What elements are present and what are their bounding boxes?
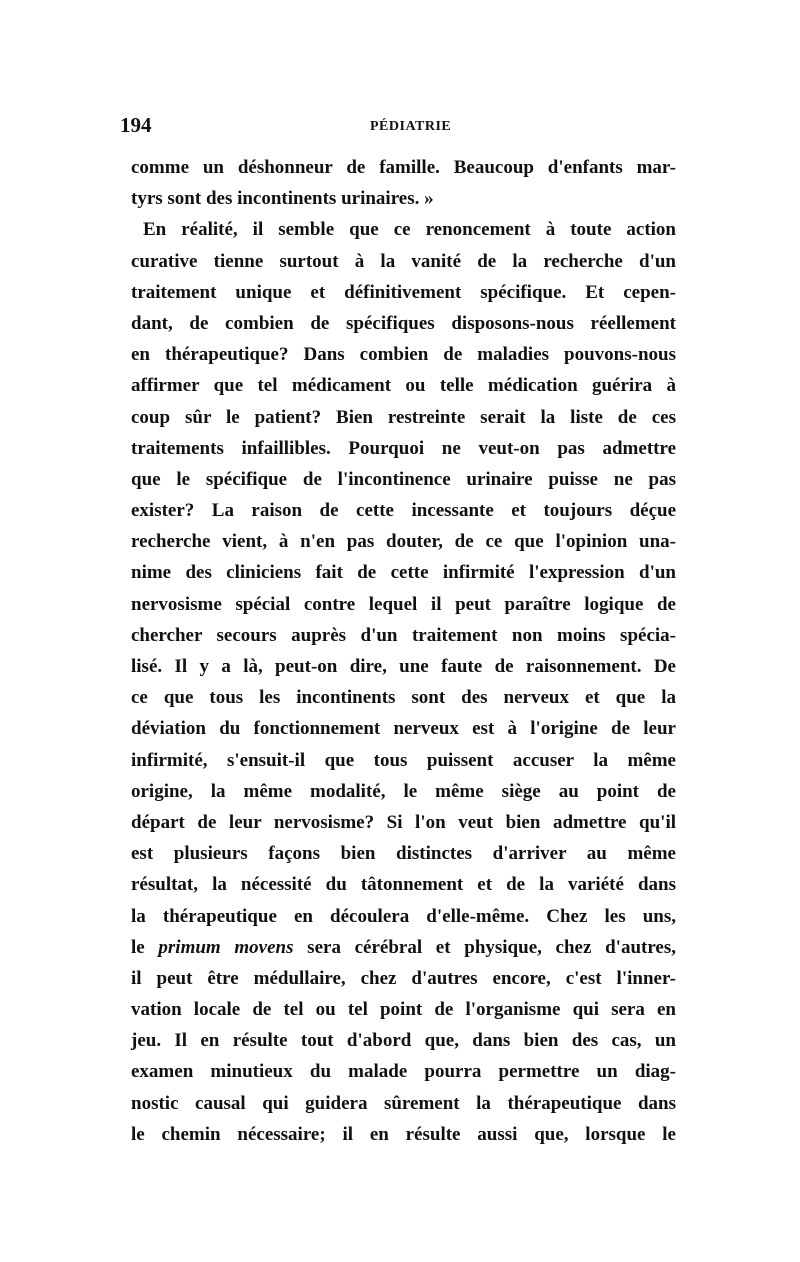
text-line: que le spécifique de l'incontinence urinaire puisse ne pas [131, 468, 676, 490]
text-line: infirmité, s'ensuit-il que tous puissent accuser la même [131, 749, 676, 771]
text-segment: le [131, 936, 159, 958]
text-line: examen minutieux du malade pourra permettre un diag- [131, 1061, 676, 1083]
body-text [131, 152, 676, 1150]
text-line: ce que tous les incontinents sont des nerveux et que la [131, 687, 676, 709]
text-line: jeu. Il en résulte tout d'abord que, dans bien des cas, un [131, 1030, 676, 1052]
text-line: en thérapeutique? Dans combien de maladies pouvons-nous [131, 344, 676, 366]
italic-phrase: primum movens [158, 936, 294, 958]
text-line: coup sûr le patient? Bien restreinte serait la liste de ces [131, 406, 676, 428]
text-line: vation locale de tel ou tel point de l'organisme qui sera en [131, 999, 676, 1021]
text-line: nime des cliniciens fait de cette infirmité l'expression d'un [131, 562, 676, 584]
text-line-with-italic [131, 932, 676, 963]
text-line: chercher secours auprès d'un traitement non moins spécia- [131, 624, 676, 646]
text-line: comme un déshonneur de famille. Beaucoup d'enfants mar- [131, 157, 676, 178]
text-line: lisé. Il y a là, peut-on dire, une faute de raisonnement. De [131, 656, 676, 677]
text-line: recherche vient, à n'en pas douter, de ce que l'opinion una- [131, 531, 676, 553]
running-title: PÉDIATRIE [370, 119, 452, 134]
text-line: il peut être médullaire, chez d'autres encore, c'est l'inner- [131, 967, 676, 989]
text-line: exister? La raison de cette incessante et toujours déçue [131, 500, 676, 522]
text-line: le chemin nécessaire; il en résulte aussi que, lorsque le [131, 1123, 676, 1145]
page-header [120, 111, 680, 143]
text-line: affirmer que tel médicament ou telle médication guérira à [131, 375, 676, 397]
text-segment: sera cérébral et physique, chez d'autres, [293, 936, 677, 958]
text-line: déviation du fonctionnement nerveux est à l'origine de leur [131, 718, 676, 740]
text-line: la thérapeutique en découlera d'elle-même. Chez les uns, [131, 905, 676, 927]
text-line: résultat, la nécessité du tâtonnement et de la variété dans [131, 874, 676, 896]
text-line: curative tienne surtout à la vanité de la recherche d'un [131, 250, 676, 272]
text-line: traitement unique et définitivement spécifique. Et cepen- [131, 281, 676, 303]
text-line: nostic causal qui guidera sûrement la thérapeutique dans [131, 1092, 676, 1114]
text-line: traitements infaillibles. Pourquoi ne veut-on pas admettre [131, 437, 676, 459]
text-line: dant, de combien de spécifiques disposons-nous réellement [131, 312, 676, 334]
page-number: 194 [120, 113, 152, 137]
text-line: est plusieurs façons bien distinctes d'arriver au même [131, 843, 676, 865]
text-line: origine, la même modalité, le même siège au point de [131, 780, 676, 802]
text-line: En réalité, il semble que ce renoncement à toute action [143, 219, 676, 241]
text-line: départ de leur nervosisme? Si l'on veut bien admettre qu'il [131, 811, 676, 833]
text-line: tyrs sont des incontinents urinaires. » [131, 188, 434, 210]
text-line: nervosisme spécial contre lequel il peut paraître logique de [131, 593, 676, 615]
